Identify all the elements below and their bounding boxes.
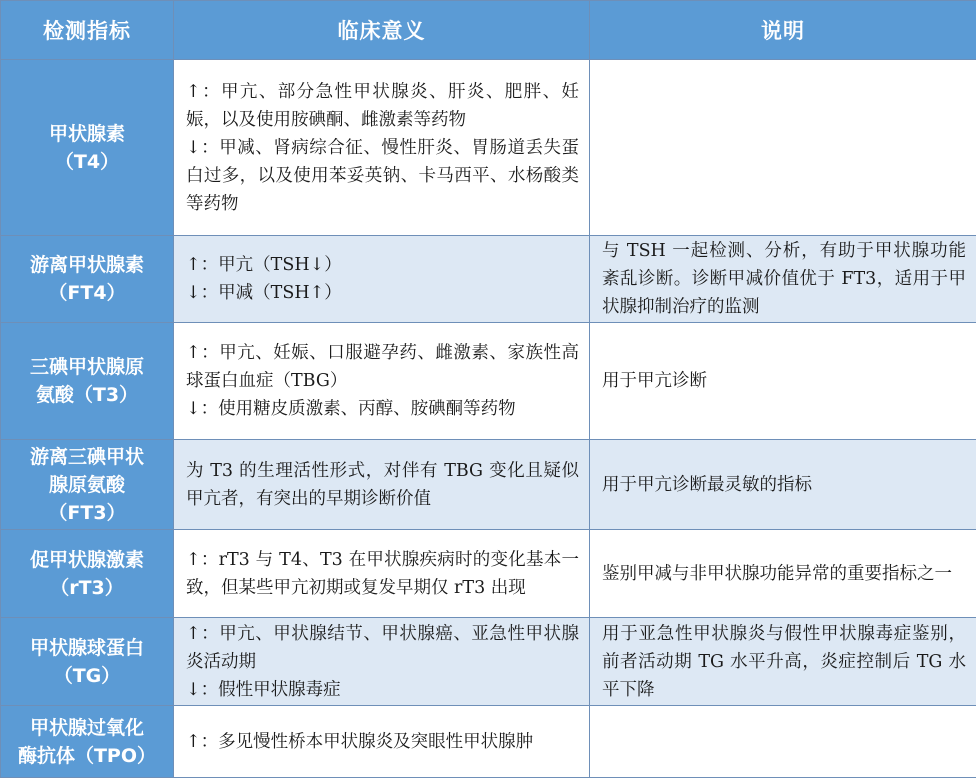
table-row xyxy=(1,706,976,778)
indicator-name-line: （FT3） xyxy=(48,501,126,524)
indicator-name xyxy=(1,60,174,236)
clinical-meaning-cell: ↑：多见慢性桥本甲状腺炎及突眼性甲状腺肿 xyxy=(174,706,590,778)
table-row xyxy=(1,236,976,323)
indicator-name-line: 腺原氨酸 xyxy=(48,473,125,496)
indicator-name xyxy=(1,706,174,778)
indicator-name xyxy=(1,323,174,440)
table-row xyxy=(1,323,976,440)
indicator-name xyxy=(1,618,174,706)
indicator-name xyxy=(1,236,174,323)
indicator-name-line: （T4） xyxy=(54,150,120,173)
table-header-row xyxy=(1,1,976,60)
clinical-meaning-cell: 为 T3 的生理活性形式，对伴有 TBG 变化且疑似甲亢者，有突出的早期诊断价值 xyxy=(174,440,590,530)
notes-cell xyxy=(590,706,976,778)
indicator-name-line: 甲状腺素 xyxy=(48,122,125,145)
table-row xyxy=(1,440,976,530)
clinical-meaning-cell: ↑：甲亢、妊娠、口服避孕药、雌激素、家族性高球蛋白血症（TBG） ↓：使用糖皮质激素、丙醇、胺碘酮等药物 xyxy=(174,323,590,440)
table-row xyxy=(1,530,976,618)
indicator-name-line: （FT4） xyxy=(48,282,126,304)
indicator-name-line: 氨酸（T3） xyxy=(35,384,139,406)
notes-cell xyxy=(590,60,976,236)
header-notes: 说明 xyxy=(590,1,976,60)
indicator-name-line: 酶抗体（TPO） xyxy=(17,744,157,767)
header-indicator: 检测指标 xyxy=(1,1,174,60)
indicator-name-line: 甲状腺过氧化 xyxy=(29,716,144,739)
clinical-meaning-cell: ↑：甲亢（TSH↓） ↓：甲减（TSH↑） xyxy=(174,236,590,323)
table-row xyxy=(1,618,976,706)
table-row xyxy=(1,60,976,236)
indicator-name-line: （rT3） xyxy=(50,576,124,599)
notes-cell: 用于甲亢诊断最灵敏的指标 xyxy=(590,440,976,530)
clinical-meaning-cell: ↑：甲亢、部分急性甲状腺炎、肝炎、肥胖、妊娠，以及使用胺碘酮、雌激素等药物 ↓：甲减、肾病综合征、慢性肝炎、胃肠道丢失蛋白过多，以及使用苯妥英钠、卡马西平、水杨酸类等药物 xyxy=(174,60,590,236)
clinical-meaning-cell: ↑：甲亢、甲状腺结节、甲状腺癌、亚急性甲状腺炎活动期 ↓：假性甲状腺毒症 xyxy=(174,618,590,706)
notes-cell: 用于甲亢诊断 xyxy=(590,323,976,440)
indicator-name-line: （TG） xyxy=(53,664,121,687)
notes-cell: 用于亚急性甲状腺炎与假性甲状腺毒症鉴别，前者活动期 TG 水平升高，炎症控制后 TG 水平下降 xyxy=(590,618,976,706)
header-clinical-meaning: 临床意义 xyxy=(174,1,590,60)
indicator-name-line: 三碘甲状腺原 xyxy=(29,356,144,378)
notes-cell: 与 TSH 一起检测、分析，有助于甲状腺功能紊乱诊断。诊断甲减价值优于 FT3，适用于甲状腺抑制治疗的监测 xyxy=(590,236,976,323)
indicator-name xyxy=(1,440,174,530)
notes-cell: 鉴别甲减与非甲状腺功能异常的重要指标之一 xyxy=(590,530,976,618)
indicator-name-line: 游离甲状腺素 xyxy=(29,254,144,276)
indicator-name xyxy=(1,530,174,618)
indicator-name-line: 促甲状腺激素 xyxy=(29,548,144,571)
indicator-name-line: 游离三碘甲状 xyxy=(29,445,144,468)
indicator-name-line: 甲状腺球蛋白 xyxy=(29,636,144,659)
clinical-meaning-cell: ↑：rT3 与 T4、T3 在甲状腺疾病时的变化基本一致，但某些甲亢初期或复发早期仅 rT3 出现 xyxy=(174,530,590,618)
